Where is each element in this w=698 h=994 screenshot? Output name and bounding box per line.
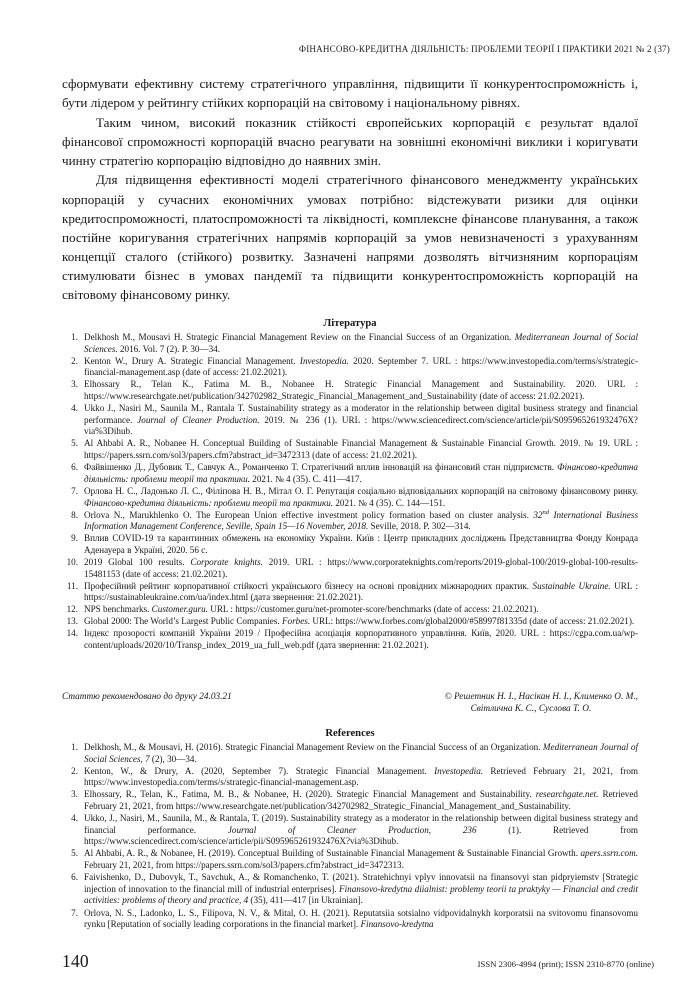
recommendation-note: Статтю рекомендовано до друку 24.03.21 [62,692,232,702]
reference-item [62,742,638,765]
reference-text: Elhossary, R., Telan, K., Fatima, M. B., & Nobanee, H. (2020). Strategic Financial Management and Sustainability. researchgate.net. Retrieved February 21, 2021, from https://www.researchgate.net/publication/342702982_Strategic_Financial_Management_and_Sustainability. [84,789,638,812]
reference-text: Орлова Н. С., Ладонько Л. С., Філіпова Н. В., Мітал О. Г. Репутація соціально відповідальних корпорацій на світовому фінансовому ринку. Фінансово-кредитна діяльність: проблеми теорії та практики. 2021. № 4 (35). С. 144—151. [84,485,638,508]
issn-text: ISSN 2306-4994 (print); ISSN 2310-8770 (online) [477,959,654,969]
reference-text: Kenton, W., & Drury, A. (2020, September 7). Strategic Financial Management. Investopedia. Retrieved February 21, 2021, from https://www.investopedia.com/terms/s/strategic-financial-management.asp. [84,765,638,788]
reference-text: NPS benchmarks. Customer.guru. URL : https://customer.guru/net-promoter-score/benchmarks (date of access: 21.02.2021). [84,604,539,615]
reference-number: 7. [71,907,78,918]
reference-item [62,628,638,651]
reference-item [62,403,638,438]
reference-number: 4. [71,403,78,414]
copyright-line-1: © Решетник Н. І., Насікан Н. І., Клименко О. М., [444,692,638,702]
reference-number: 9. [71,533,78,544]
reference-item [62,356,638,379]
reference-text: Kenton W., Drury A. Strategic Financial Management. Investopedia. 2020. September 7. URL : https://www.investopedia.com/terms/s/strategic-financial-management.asp (date of access: 21.02.2021). [84,355,639,378]
reference-text: Faivishenko, D., Dubovyk, T., Savchuk, A., & Romanchenko, T. (2021). Stratehichnyi vplyv innovatsii na finansovyi stan pidpryiemstv [Strategic injection of innovation to the financial mill of industrial enterprises]. Finansovo-kredytna diialnist: problemy teorii ta praktyky — Financial and credit activities: problems of theory and practice, 4 (35), 411—417 [in Ukrainian]. [84,872,638,906]
reference-number: 6. [71,462,78,473]
reference-text: Файвішенко Д., Дубовик Т., Савчук А., Романченко Т. Стратегічний вплив інновацій на фінансовий стан підприємств. Фінансово-кредитна діяльність: проблеми теорії та практики. 2021. № 4 (35). С. 411—417. [84,462,638,484]
reference-item [62,438,638,461]
reference-item [62,533,638,556]
reference-item [62,557,638,580]
reference-number: 1. [71,332,78,342]
recommendation-row [62,691,638,716]
copyright-authors [445,691,638,716]
reference-number: 5. [71,438,78,449]
paragraph-1: сформувати ефективну систему стратегічного управління, підвищити її конкурентоспроможність і, бути лідером у рейтингу стійких корпорацій на світовому і національному рівнях. [62,76,638,111]
reference-item [62,462,638,485]
reference-text: Ukko, J., Nasiri, M., Saunila, M., & Rantala, T. (2019). Sustainability strategy as a moderator in the relationship between digital business strategy and financial performance. Journal of Cleaner Production, 236 (1). Retrieved from https://www.sciencedirect.com/science/article/pii/S095965261932476X?via%3Dihub. [84,813,638,847]
references-list [62,742,638,931]
reference-number: 3. [71,789,78,800]
reference-number: 5. [71,848,78,859]
reference-number: 2. [71,765,78,776]
literature-heading: Література [323,318,377,329]
reference-number: 12. [66,604,78,615]
reference-item [62,604,638,616]
page-footer [62,951,654,972]
literature-section [62,317,638,652]
reference-number: 3. [71,379,78,390]
reference-item [62,848,638,871]
reference-item [62,379,638,402]
reference-text: Індекс прозорості компаній України 2019 / Професійна асоціація корпоративного управління. Київ, 2020. URL : https://cgpa.com.ua/wp-content/uploads/2020/10/Transp_index_2019_ua_full_web.pdf (дата звернення: 21.02.2021). [84,628,638,651]
body-text [62,74,638,305]
reference-text: Al Ahbabi, A. R., & Nobanee, H. (2019). Conceptual Building of Sustainable Financial Management & Sustainable Financial Growth. apers.ssrn.com. February 21, 2021, from https://papers.ssrn.com/sol3/papers.cfm?abstract_id=3472313. [84,848,638,871]
reference-number: 1. [71,742,78,752]
running-head-text: ФІНАНСОВО-КРЕДИТНА ДІЯЛЬНІСТЬ: ПРОБЛЕМИ ТЕОРІЇ І ПРАКТИКИ 2021 № 2 (37) [298,44,670,54]
copyright-line-2: Світлична К. С., Суслова Т. О. [470,704,592,715]
reference-item [62,908,638,931]
references-heading: References [325,728,375,739]
reference-item [62,789,638,812]
reference-text: Orlova N., Marukhlenko O. The European Union effective investment policy formation based on cluster analysis. 32nd International Business Information Management Conference, Seville, Spain 15—16 November, 2018. Seville, 2018. P. 302—314. [84,508,638,532]
paragraph-2: Таким чином, високий показник стійкості європейських корпорацій є результат вдалої фінансової спроможності корпорацій вчасно реагувати на зовнішні економічні виклики і коригувати чинну стратегію корпорацію відповідно до наявних змін. [62,114,638,168]
reference-item [62,872,638,907]
reference-item [62,766,638,789]
reference-number: 4. [71,813,78,824]
reference-text: 2019 Global 100 results. Corporate knights. 2019. URL : https://www.corporateknights.com/reports/2019-global-100/2019-global-100-results-15481153 (date of access: 21.02.2021). [84,556,638,579]
reference-number: 10. [66,556,78,567]
reference-item [62,813,638,848]
reference-text: Elhossary R., Telan K., Fatima M. B., Nobanee H. Strategic Financial Management and Sustainability. 2020. URL : https://www.researchgate.net/publication/342702982_Strategic_Financial_Management_and_Sustainability (date of access: 21.02.2021). [84,379,638,402]
reference-text: Orlova, N. S., Ladonko, L. S., Filipova, N. V., & Mital, O. H. (2021). Reputatsiia sotsialno vidpovidalnykh korporatsii na svitovomu finansovomu rynku [Reputation of socially leading corporations in the financial market]. Finansovo-kredytna [84,907,638,930]
reference-number: 6. [71,872,78,883]
reference-item [62,332,638,355]
reference-text: Вплив COVID-19 та карантинних обмежень на економіку України. Київ : Центр прикладних досліджень Представництва Фонду Конрада Аденауера в Україні, 2020. 56 с. [84,533,638,555]
reference-number: 8. [71,509,78,520]
paragraph-3: Для підвищення ефективності моделі стратегічного фінансового менеджменту українських корпорацій у сучасних економічних умовах потрібно: відстежувати ризики для оцінки кредитоспроможності, платоспроможності та ліквідності, комплексне фінансове планування, а також постійне коригування стратегічних напрямів корпорацій за умов невизначеності з урахуванням концепції сталого (стійкого) розвитку. Зазначені напрями дозволять вітчизняним корпораціям стимулювати бізнес в умовах пандемії та підвищити конкурентоспроможність корпорацій на світовому фінансовому ринку. [62,172,638,303]
reference-item [62,581,638,604]
reference-text: Ukko J., Nasiri M., Saunila M., Rantala T. Sustainability strategy as a moderator in the relationship between digital business strategy and financial performance. Journal of Cleaner Production. 2019. № 236 (1). URL : https://www.sciencedirect.com/science/article/pii/S095965261932476X?via%3Dihub. [84,403,638,437]
reference-item [62,510,638,533]
reference-item [62,486,638,509]
reference-number: 2. [71,355,78,366]
reference-text: Delkhosh, M., & Mousavi, H. (2016). Strategic Financial Management Review on the Financial Success of an Organization. Mediterranean Journal of Social Sciences, 7 (2), 30—34. [84,742,638,764]
running-head [60,44,670,54]
reference-number: 13. [66,616,78,627]
reference-number: 14. [66,628,78,639]
reference-number: 7. [71,485,78,496]
references-section [62,727,638,931]
page-number: 140 [62,951,89,971]
reference-text: Al Ahbabi A. R., Nobanee H. Conceptual Building of Sustainable Financial Management & Sustainable Financial Growth. 2019. № 19. URL : https://papers.ssrn.com/sol3/papers.cfm?abstract_id=3472313 (date of access: 21.02.2021). [84,438,638,461]
reference-text: Професійний рейтинг корпоративної стійкості українського бізнесу на основі провідних міжнародних практик. Sustainable Ukraine. URL : https://sustainableukraine.com/ua/index.html (дата звернення: 21.02.2021). [84,580,639,603]
literature-list [62,332,638,652]
reference-text: Global 2000: The World’s Largest Public Companies. Forbes. URL: https://www.forbes.com/global2000/#58997f81335d (date of access: 21.02.2021). [84,616,635,627]
reference-item [62,616,638,628]
reference-number: 11. [66,580,78,591]
reference-text: Delkhosh M., Mousavi H. Strategic Financial Management Review on the Financial Success of an Organization. Mediterranean Journal of Social Sciences. 2016. Vol. 7 (2). P. 30—34. [84,332,638,354]
